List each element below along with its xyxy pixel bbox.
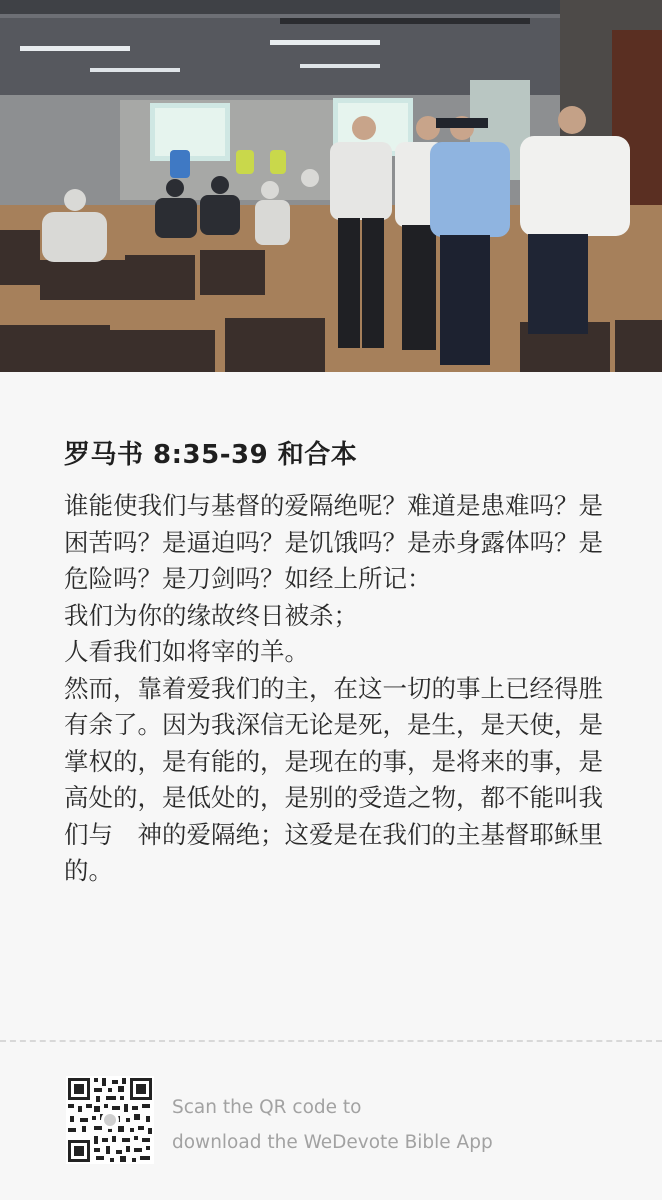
footer [0, 1042, 662, 1200]
verse-paragraph: 人看我们如将宰的羊。 [64, 637, 309, 666]
footer-caption [172, 1090, 493, 1160]
qr-code-icon[interactable] [66, 1076, 154, 1164]
footer-line-1: Scan the QR code to [172, 1097, 362, 1118]
verse-paragraph: 然而，靠着爱我们的主，在这一切的事上已经得胜有余了。因为我深信无论是死，是生，是天使，是掌权的，是有能的，是现在的事，是将来的事，是高处的，是低处的，是别的受造之物，都不能叫我们与 神的爱隔绝；这爱是在我们的主基督耶稣里的。 [64, 673, 603, 885]
header-photo [0, 0, 662, 372]
photo-illustration [0, 0, 662, 372]
verse-paragraph: 谁能使我们与基督的爱隔绝呢？难道是患难吗？是困苦吗？是逼迫吗？是饥饿吗？是赤身露体吗？是危险吗？是刀剑吗？如经上所记： [64, 491, 603, 593]
verse-card [0, 372, 662, 1040]
footer-line-2: download the WeDevote Bible App [172, 1132, 493, 1153]
verse-text [64, 488, 604, 890]
verse-reference: 罗马书 8:35-39 和合本 [64, 440, 358, 470]
verse-paragraph: 我们为你的缘故终日被杀； [64, 600, 358, 630]
